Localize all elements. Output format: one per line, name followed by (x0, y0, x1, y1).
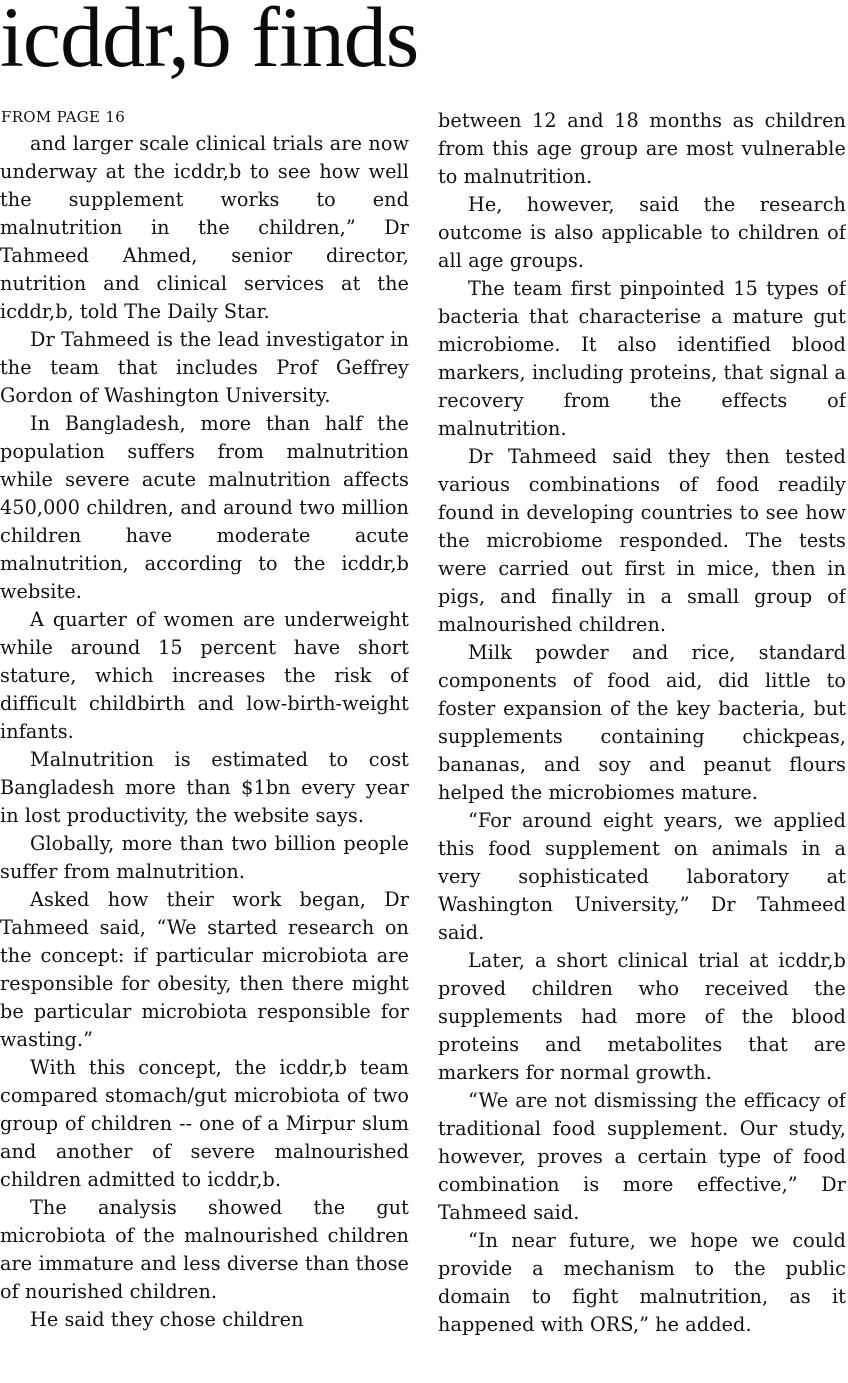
paragraph: “We are not dismissing the efficacy of traditional food supplement. Our study, however, proves a certain type of food combination is more effective,” Dr Tahmeed said. (438, 1089, 846, 1224)
paragraph: “In near future, we hope we could provide a mechanism to the public domain to fight malnutrition, as it happened with ORS,” he added. (438, 1229, 846, 1336)
headline: icddr,b finds (0, 0, 419, 85)
paragraph: A quarter of women are underweight while around 15 percent have short stature, which increases the risk of difficult childbirth and low-birth-weight infants. (0, 608, 409, 743)
article-column-left (0, 130, 409, 1383)
article-column-right (438, 107, 846, 1383)
paragraph: Milk powder and rice, standard components of food aid, did little to foster expansion of the key bacteria, but supplements containing chickpeas, bananas, and soy and peanut flours helped the microbiomes mature. (438, 641, 846, 804)
paragraph: “For around eight years, we applied this food supplement on animals in a very sophisticated laboratory at Washington University,” Dr Tahmeed said. (438, 809, 846, 944)
paragraph: Dr Tahmeed said they then tested various combinations of food readily found in developing countries to see how the microbiome responded. The tests were carried out first in mice, then in pigs, and finally in a small group of malnourished children. (438, 445, 846, 636)
paragraph: He said they chose children (30, 1308, 304, 1331)
paragraph: Globally, more than two billion people suffer from malnutrition. (0, 832, 409, 883)
paragraph: Asked how their work began, Dr Tahmeed said, “We started research on the concept: if particular microbiota are responsible for obesity, then there might be particular microbiota responsible for wasting.” (0, 888, 409, 1051)
paragraph: between 12 and 18 months as children from this age group are most vulnerable to malnutrition. (438, 109, 846, 188)
jump-line: FROM PAGE 16 (1, 108, 126, 126)
paragraph: He, however, said the research outcome is also applicable to children of all age groups. (438, 193, 846, 272)
paragraph: In Bangladesh, more than half the population suffers from malnutrition while severe acute malnutrition affects 450,000 children, and around two million children have moderate acute malnutrition, according to the icddr,b website. (0, 412, 409, 603)
paragraph: Later, a short clinical trial at icddr,b proved children who received the supplements had more of the blood proteins and metabolites that are markers for normal growth. (438, 949, 846, 1084)
paragraph: and larger scale clinical trials are now underway at the icddr,b to see how well the supplement works to end malnutrition in the children,” Dr Tahmeed Ahmed, senior director, nutrition and clinical services at the icddr,b, told The Daily Star. (0, 132, 409, 323)
paragraph: The team first pinpointed 15 types of bacteria that characterise a mature gut microbiome. It also identified blood markers, including proteins, that signal a recovery from the effects of malnutrition. (438, 277, 846, 440)
paragraph: The analysis showed the gut microbiota of the malnourished children are immature and less diverse than those of nourished children. (0, 1196, 409, 1303)
paragraph: Dr Tahmeed is the lead investigator in the team that includes Prof Geffrey Gordon of Washington University. (0, 328, 409, 407)
paragraph: With this concept, the icddr,b team compared stomach/gut microbiota of two group of children -- one of a Mirpur slum and another of severe malnourished children admitted to icddr,b. (0, 1056, 409, 1191)
paragraph: Malnutrition is estimated to cost Bangladesh more than $1bn every year in lost productivity, the website says. (0, 748, 409, 827)
